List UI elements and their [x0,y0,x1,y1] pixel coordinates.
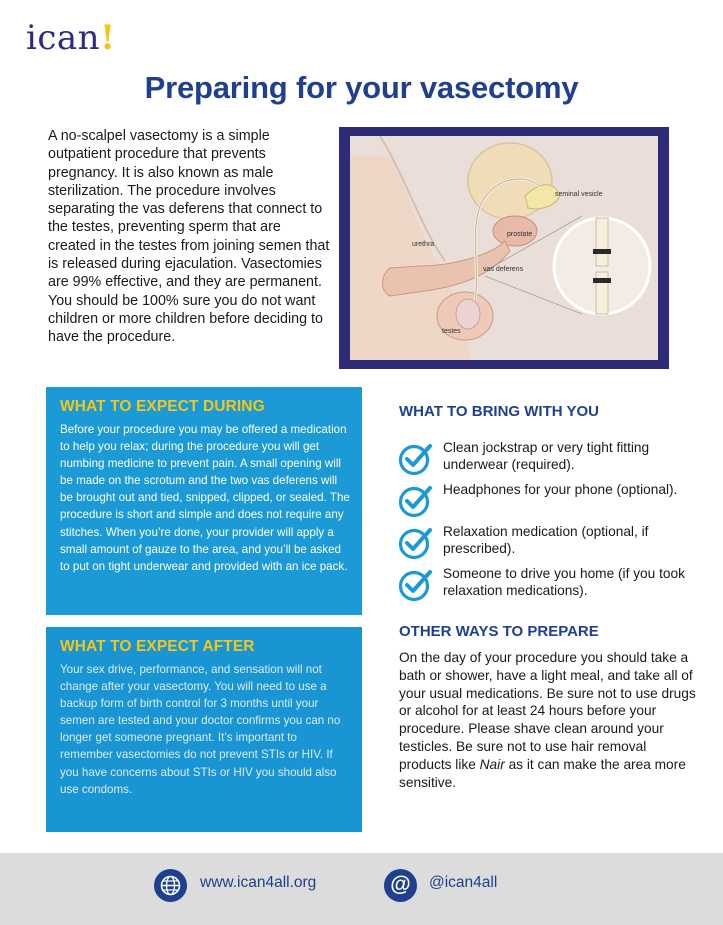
other-ways-text-start: On the day of your procedure you should take a bath or shower, have a light meal, and take all of your usual medications. Be sure not to use drugs or alcohol for at least 24 hours before your procedure. Please shave clean around your testicles. Be sure not to use hair removal products like [399,650,696,772]
social-handle-link[interactable]: @ican4all [429,874,498,891]
bring-item-text: Clean jockstrap or very tight fitting underwear (required). [443,440,650,472]
label-testes: testes [442,328,461,335]
website-link[interactable]: www.ican4all.org [200,874,317,891]
bring-item-text: Headphones for your phone (optional). [443,482,678,497]
other-ways-text-end: as it can make the area more sensitive. [399,756,686,790]
label-seminal-vesicle: seminal vesicle [555,191,603,198]
at-sign-icon [384,869,417,902]
bring-item-text: Someone to drive you home (if you took relaxation medications). [443,566,685,598]
other-ways-text [399,649,699,791]
anatomy-illustration [339,127,669,369]
intro-paragraph: A no-scalpel vasectomy is a simple outpatient procedure that prevents pregnancy. It is also known as male sterilization. The procedure involves separating the vas deferens that connect to the testes, preventing sperm that are created in the testes from joining semen that is released during ejaculation. Vasectomies are 99% effective, and they are permanent. You should be 100% sure you do not want children or more children before deciding to have the procedure. [48,128,330,346]
expect-after-heading: WHAT TO EXPECT AFTER [60,638,255,655]
what-to-bring-heading: WHAT TO BRING WITH YOU [399,403,599,420]
checkmark-circle-icon [398,526,432,560]
label-prostate: prostate [507,231,533,238]
logo-text: ican [26,18,101,58]
bring-item [398,482,698,522]
anatomy-drawing [350,136,658,360]
bring-item [398,524,698,564]
checkmark-circle-icon [398,442,432,476]
expect-during-box [46,387,362,615]
label-urethra: urethra [412,241,435,248]
bring-item [398,566,698,606]
bring-item-text: Relaxation medication (optional, if prescribed). [443,524,649,556]
page-title: Preparing for your vasectomy [144,70,579,105]
footer-bar [0,853,723,925]
expect-after-text: Your sex drive, performance, and sensation will not change after your vasectomy. You will need to use a backup form of birth control for 3 months until your semen are tested and your doctor confirms you can no longer get someone pregnant. It’s important to remember vasectomies do not prevent STIs or HIV. If you have concerns about STIs or HIV you should also use condoms. [60,663,341,796]
expect-during-text: Before your procedure you may be offered a medication to help you relax; during the procedure you will get numbing medicine to prevent pain. A small opening will be made on the scrotum and the two vas deferens will be brought out and tied, snipped, clipped, or sealed. The procedure is short and simple and does not require any stitches. When you’re done, your provider will apply a small amount of gauze to the area, and you’ll be asked to put on tight underwear and provided with an ice pack. [60,423,350,573]
ican-logo [26,18,116,58]
at-symbol: @ [390,873,411,896]
nair-product-name: Nair [479,756,505,772]
bring-item [398,440,698,480]
logo-bang: ! [100,18,116,58]
label-vas-deferens: vas deferens [483,266,524,273]
checkmark-circle-icon [398,484,432,518]
other-ways-heading: OTHER WAYS TO PREPARE [399,623,599,640]
expect-during-heading: WHAT TO EXPECT DURING [60,398,265,415]
checkmark-circle-icon [398,568,432,602]
expect-after-box [46,627,362,832]
globe-icon [154,869,187,902]
